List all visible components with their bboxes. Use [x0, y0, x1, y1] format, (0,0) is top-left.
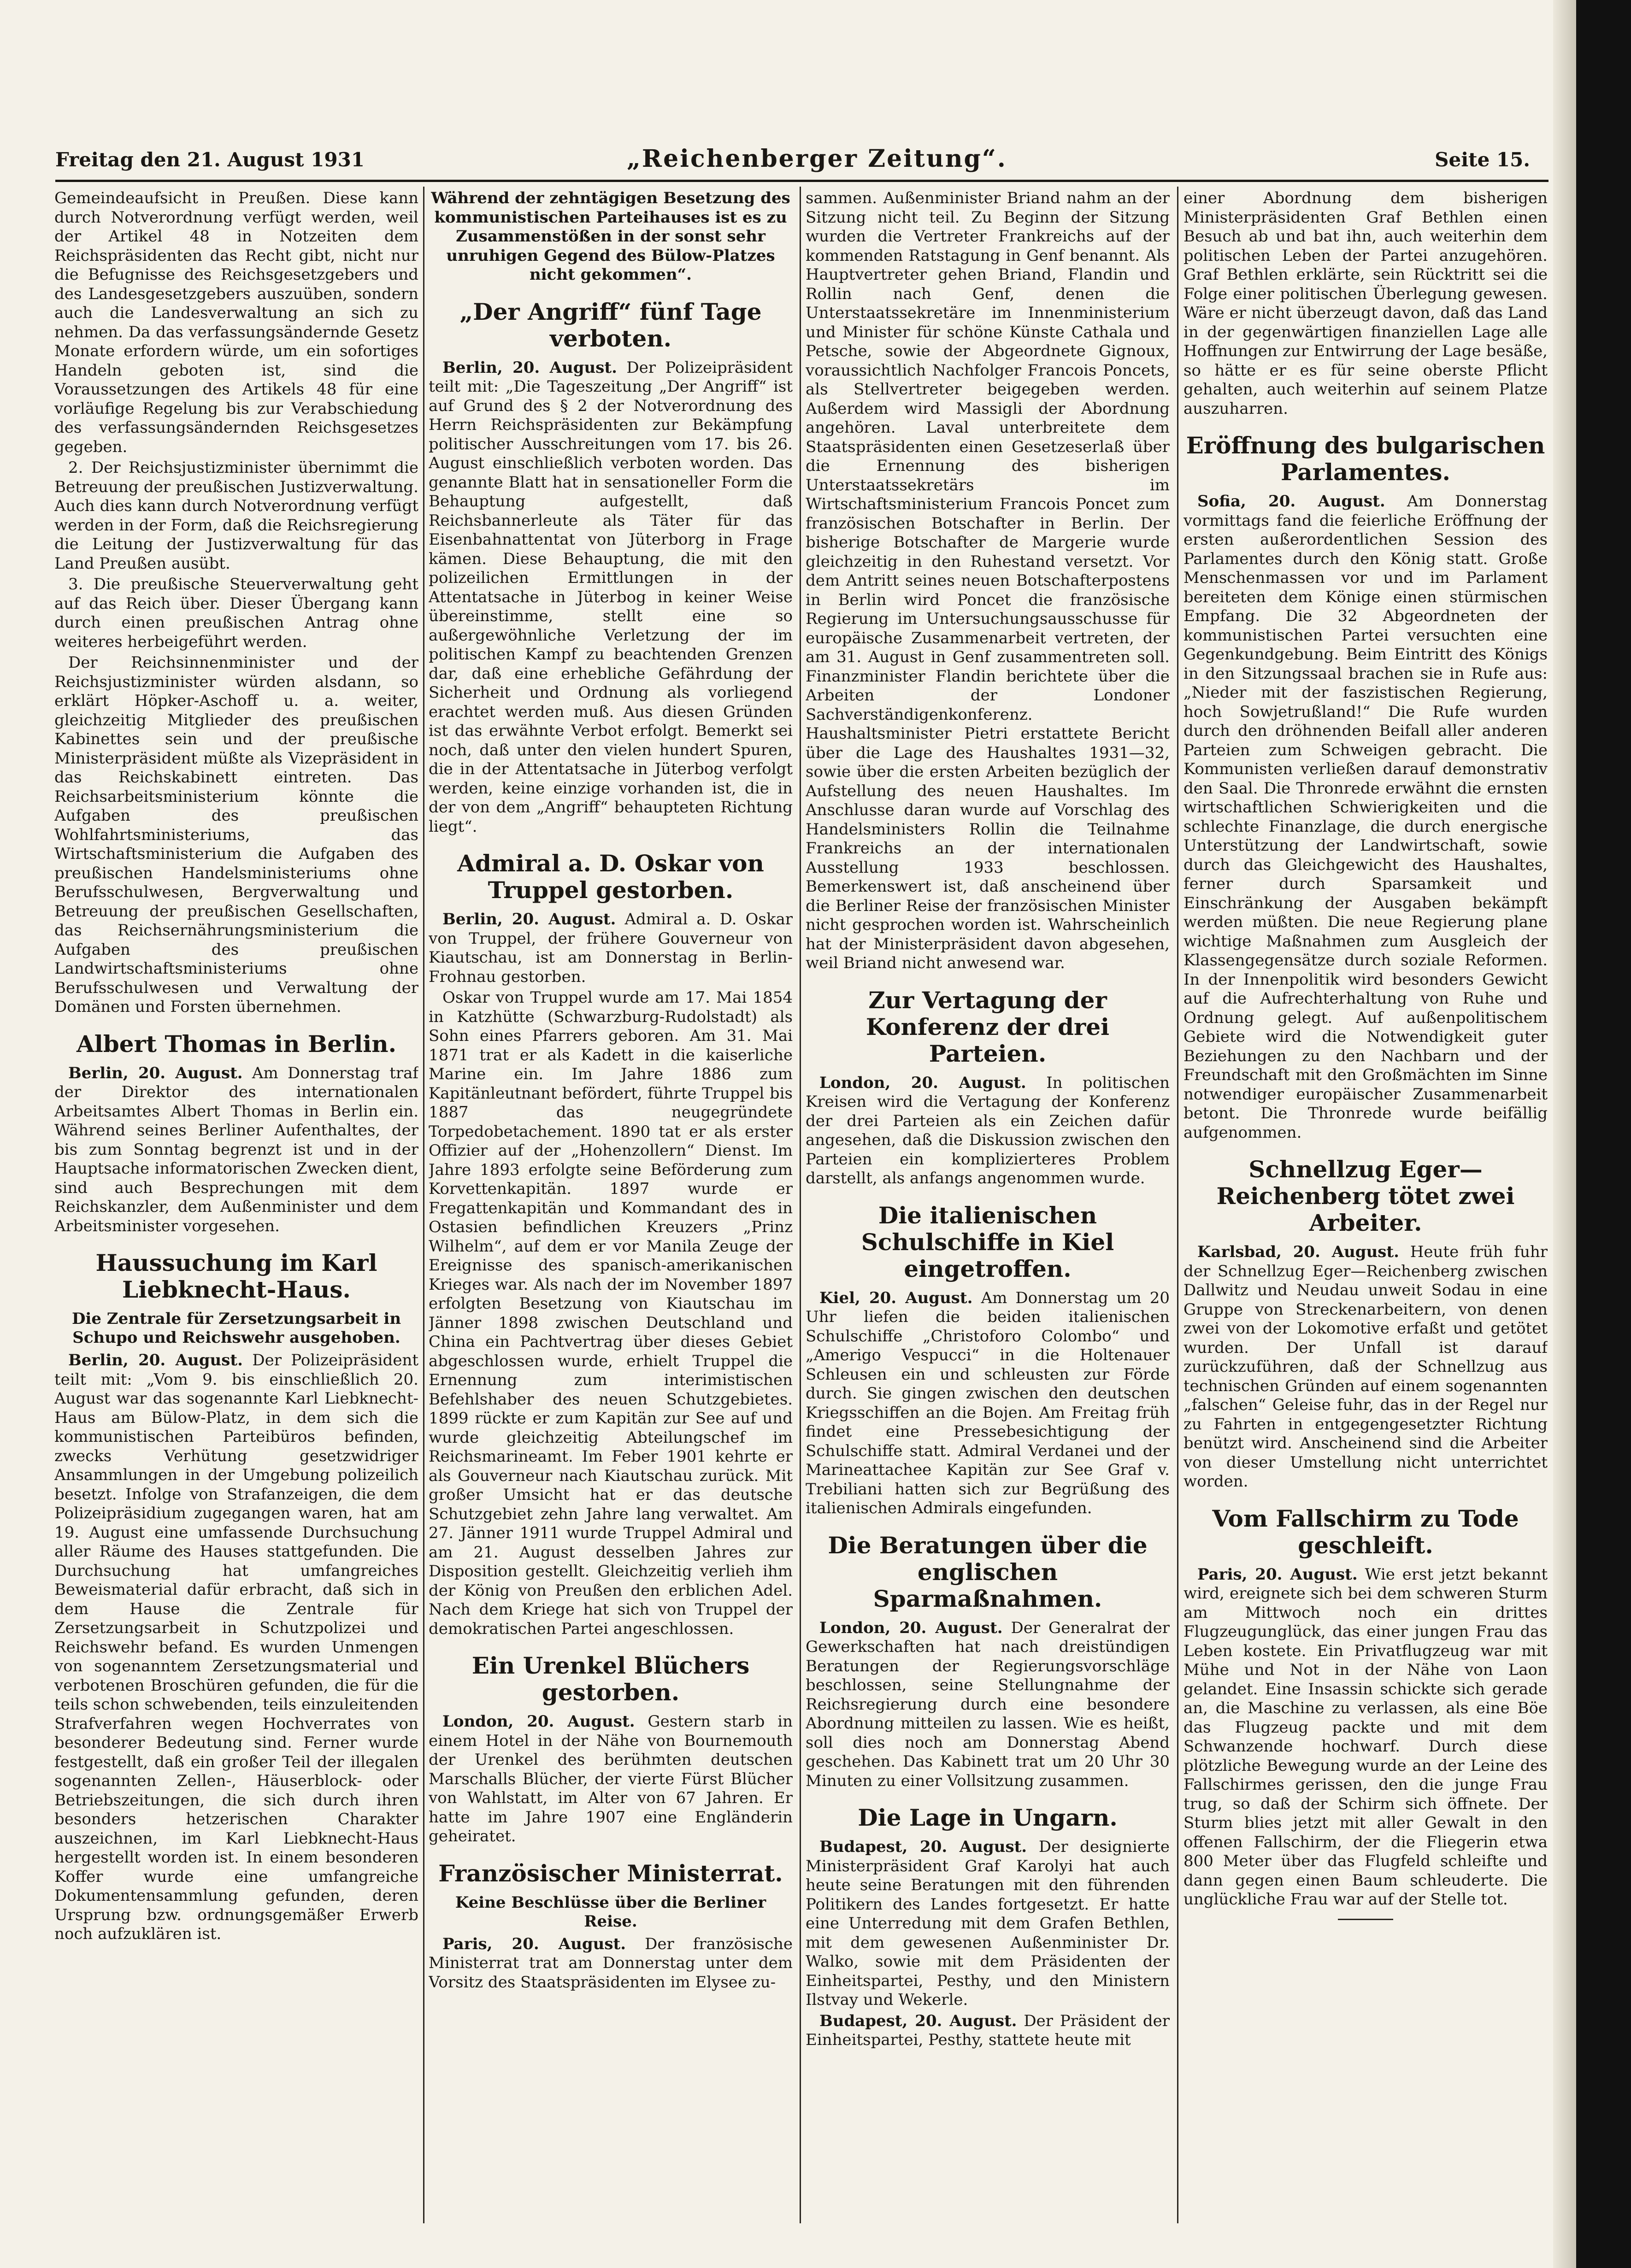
article-text: Am Donnerstag traf der Direktor des internationalen Arbeitsamtes Albert Thomas in Berlin ein. Während seines Berliner Aufenthaltes, der bis zum Sonntag begrenzt ist und in der Hauptsache informatorischen Zwecken dient, sind auch Besprechungen mit dem Reichskanzler, dem Außenminister und dem Arbeitsminister vorgesehen. [54, 1063, 418, 1235]
page-margin-shadow [1553, 0, 1576, 2268]
continued-text: Während der zehntägigen Besetzung des kommunistischen Parteihauses ist es zu Zusammenstößen in der sonst sehr unruhigen Gegend des Bülow-Platzes nicht gekommen“. [431, 189, 790, 284]
article-text: In politischen Kreisen wird die Vertagung der Konferenz der drei Parteien als ein Zeichen dafür angesehen, daß die Diskussion zwischen den Parteien ein komplizierteres Problem darstellt, als anfangs angenommen wurde. [806, 1073, 1170, 1187]
masthead-rule [55, 180, 1549, 182]
article-headline: Albert Thomas in Berlin. [76, 1030, 397, 1058]
article-subheadline: Die Zentrale für Zersetzungsarbeit in Schupo und Reichswehr ausgehoben. [71, 1310, 401, 1347]
article-headline: „Der Angriff“ fünf Tage verboten. [459, 298, 762, 352]
paragraph: 3. Die preußische Steuerverwaltung geht auf das Reich über. Dieser Übergang kann durch einen preußischen Antrag ohne weiteres herbeigeführt werden. [54, 575, 418, 651]
article-body [429, 1712, 793, 1846]
article-headline: Ein Urenkel Blüchers gestorben. [471, 1652, 750, 1706]
dateline: Budapest, 20. August. [819, 2011, 1017, 2030]
article-body [806, 1619, 1170, 1791]
masthead [55, 143, 1549, 175]
column-3 [806, 189, 1170, 2226]
column-4 [1184, 189, 1548, 2226]
dateline: Berlin, 20. August. [68, 1063, 243, 1082]
scan-border [1576, 0, 1631, 2268]
article-text: Wie erst jetzt bekannt wird, ereignete sich bei dem schweren Sturm am Mittwoch noch ein drittes Flugzeugunglück, das einer jungen Frau das Leben kostete. Ein Privatflugzeug war mit Mühe und Not in der Nähe von Laon gelandet. Eine Insassin schickte sich gerade an, die Maschine zu verlassen, als eine Böe das Flugzeug packte und mit dem Schwanzende hochwarf. Durch diese plötzliche Bewegung wurde an der Leine des Fallschirmes gerissen, den die junge Frau trug, so daß der Schirm sich öffnete. Der Sturm blies jetzt mit aller Gewalt in den offenen Fallschirm, der die Fliegerin etwa 800 Meter über das Flugfeld schleifte und dann gegen einen Baum schleuderte. Die unglückliche Frau war auf der Stelle tot. [1184, 1565, 1548, 1909]
article-headline: Eröffnung des bulgarischen Parlamentes. [1186, 432, 1545, 486]
article-body [806, 1289, 1170, 1518]
article-text: Der designierte Ministerpräsident Graf Karolyi hat auch heute seine Beratungen mit den führenden Politikern des Landes fortgesetzt. Er hatte eine Unterredung mit dem Grafen Bethlen, mit dem gewesenen Außenminister Dr. Walko, sowie mit dem Präsidenten der Einheitspartei, Pesthy, und den Ministern Ilstvay und Wekerle. [806, 1838, 1170, 2009]
article-text: Der Polizeipräsident teilt mit: „Die Tageszeitung „Der Angriff“ ist auf Grund des § 2 der Notverordnung des Herrn Reichspräsidenten zur Bekämpfung politischer Ausschreitungen vom 17. bis 26. August einschließlich verboten worden. Das genannte Blatt hat in sensationeller Form die Behauptung aufgestellt, daß Reichsbannerleute als Täter für das Eisenbahnattentat von Jüterborg in Frage kämen. Diese Behauptung, die mit den polizeilichen Ermittlungen in der Attentatsache in Jüterbog in keiner Weise übereinstimme, stellt eine so außergewöhnliche Verletzung der im politischen Kampf zu beachtenden Grenzen dar, daß eine erhebliche Gefährdung der Sicherheit und Ordnung als vorliegend erachtet werden muß. Aus diesen Gründen ist das erwähnte Verbot erfolgt. Bemerkt sei noch, daß unter den vielen hundert Spuren, die in der Attentatsache in Jüterbog verfolgt werden, keine einzige vorhanden ist, die in der von dem „Angriff“ behaupteten Richtung liegt“. [429, 358, 793, 836]
dateline: Berlin, 20. August. [442, 910, 616, 928]
column-divider [423, 187, 424, 2223]
article-body: Oskar von Truppel wurde am 17. Mai 1854 in Katzhütte (Schwarzburg-Rudolstadt) als Sohn eines Pfarrers geboren. Am 31. Mai 1871 trat er als Kadett in die kaiserliche Marine ein. Im Jahre 1886 zum Kapitänleutnant befördert, führte Truppel bis 1887 das neugegründete Torpedobetachement. 1890 tat er als erster Offizier auf der „Hohenzollern“ Dienst. Im Jahre 1893 erfolgte seine Beförderung zum Korvettenkapitän. 1897 wurde er Fregattenkapitän und Kommandant des in Ostasien befindlichen Kreuzers „Prinz Wilhelm“, auf dem er vor Manila Zeuge der Ereignisse des spanisch-amerikanischen Krieges war. Als nach der im November 1897 erfolgten Besetzung von Kiautschau im Jänner 1898 zwischen Deutschland und China ein Pachtvertrag über dieses Gebiet abgeschlossen wurde, erhielt Truppel die Ernennung zum interimistischen Befehlshaber des neuen Schutzgebietes. 1899 rückte er zum Kapitän zur See auf und wurde gleichzeitig Abteilungschef im Reichsmarineamt. Im Feber 1901 kehrte er als Gouverneur nach Kiautschau zurück. Mit großer Umsicht hat er das deutsche Schutzgebiet zehn Jahre lang verwaltet. Am 27. Jänner 1911 wurde Truppel Admiral und am 21. August desselben Jahres zur Disposition gestellt. Gleichzeitig verlieh ihm der König von Preußen den erblichen Adel. Nach dem Kriege hat sich von Truppel der demokratischen Partei angeschlossen. [429, 988, 793, 1638]
dateline: Berlin, 20. August. [442, 358, 617, 377]
article-headline: Haussuchung im Karl Liebknecht-Haus. [95, 1249, 377, 1303]
article-text: Gestern starb in einem Hotel in der Nähe von Bournemouth der Urenkel des berühmten deutschen Marschalls Blücher, der vierte Fürst Blücher von Wahlstatt, im Alter von 67 Jahren. Er hatte im Jahre 1907 eine Engländerin geheiratet. [429, 1712, 793, 1845]
dateline: London, 20. August. [819, 1618, 1003, 1637]
article-body [54, 1351, 418, 1944]
article-body [806, 1838, 1170, 2010]
dateline: Sofia, 20. August. [1197, 492, 1385, 511]
continued-text: sammen. Außenminister Briand nahm an der Sitzung nicht teil. Zu Beginn der Sitzung wurden die Vertreter Frankreichs auf der kommenden Ratstagung in Genf benannt. Als Hauptvertreter gehen Briand, Flandin und Rollin nach Genf, denen die Unterstaatssekretäre im Innenministerium und Minister für schöne Künste Cathala und Petsche, sowie der Abgeordnete Gignoux, voraussichtlich Nachfolger Francois Poncets, als Stellvertreter beigegeben werden. Außerdem wird Massigli der Abordnung angehören. Laval unterbreitete dem Staatspräsidenten einen Gesetzeserlaß über die Ernennung des bisherigen Unterstaatssekretärs im Wirtschaftsministerium Francois Poncet zum französischen Botschafter in Berlin. Der bisherige Botschafter de Margerie wurde gleichzeitig in den Ruhestand versetzt. Vor dem Antritt seines neuen Botschafterpostens in Berlin wird Poncet die französische Regierung im Untersuchungsausschusse für europäische Zusammenarbeit vertreten, der am 31. August in Genf zusammentreten soll. Finanzminister Flandin berichtete über die Arbeiten der Londoner Sachverständigenkonferenz. Haushaltsminister Pietri erstattete Bericht über die Lage des Haushaltes 1931—32, sowie über die ersten Arbeiten bezüglich der Aufstellung des neuen Haushaltes. Im Anschlusse daran wurde auf Vorschlag des Handelsministers Rollin die Teilnahme Frankreichs an der internationalen Ausstellung 1933 beschlossen. Bemerkenswert ist, daß anscheinend über die Berliner Reise der französischen Minister nicht gesprochen worden ist. Wahrscheinlich hat der Ministerpräsident davon abgesehen, weil Briand nicht anwesend war. [806, 189, 1170, 972]
article-headline: Zur Vertagung der Konferenz der drei Parteien. [866, 986, 1110, 1067]
article-headline: Admiral a. D. Oskar von Truppel gestorben. [457, 850, 764, 904]
article-headline: Die Beratungen über die englischen Sparmaßnahmen. [828, 1531, 1148, 1612]
newspaper-title: „Reichenberger Zeitung“. [627, 145, 1007, 173]
article-text: Admiral a. D. Oskar von Truppel, der frühere Gouverneur von Kiautschau, ist am Donnerstag in Berlin-Frohnau gestorben. [429, 910, 793, 986]
dateline: Karlsbad, 20. August. [1197, 1243, 1399, 1261]
dateline: Paris, 20. August. [442, 1934, 626, 1953]
article-body [54, 1064, 418, 1236]
dateline: London, 20. August. [819, 1073, 1026, 1092]
article-headline: Die italienischen Schulschiffe in Kiel eingetroffen. [861, 1201, 1114, 1282]
dateline: Paris, 20. August. [1197, 1565, 1358, 1584]
dateline: Kiel, 20. August. [819, 1288, 973, 1307]
article-headline: Die Lage in Ungarn. [858, 1804, 1118, 1831]
paragraph: Der Reichsinnenminister und der Reichsjustizminister würden alsdann, so erklärt Höpker-Aschoff u. a. weiter, gleichzeitig Mitglieder des preußischen Kabinettes sein und der preußische Ministerpräsident müßte als Vizepräsident in das Reichskabinett eintreten. Das Reichsarbeitsministerium könnte die Aufgaben des preußischen Wohlfahrtsministeriums, das Wirtschaftsministerium die Aufgaben des preußischen Handelsministeriums ohne Berufsschulwesen, Bergverwaltung und Betreuung der preußischen Gesellschaften, das Reichsernährungsministerium die Aufgaben des preußischen Landwirtschaftsministeriums ohne Berufsschulwesen und Verwaltung der Domänen und Forsten übernehmen. [54, 653, 418, 1016]
continued-text: einer Abordnung dem bisherigen Ministerpräsidenten Graf Bethlen einen Besuch ab und bat ihn, auch weiterhin dem politischen Leben der Partei anzugehören. Graf Bethlen erklärte, sein Rücktritt sei die Folge einer politischen Überlegung gewesen. Wäre er nicht überzeugt davon, daß das Land in der gegenwärtigen finanziellen Lage alle Hoffnungen zur Entwirrung der Lage besäße, so hätte er es für seine oberste Pflicht gehalten, auch weiterhin auf seinem Platze auszuharren. [1184, 189, 1548, 418]
article-body [1184, 492, 1548, 1142]
dateline: London, 20. August. [442, 1712, 635, 1731]
column-2 [429, 189, 793, 2226]
article-body [1184, 1565, 1548, 1910]
article-body [429, 910, 793, 987]
end-rule [1338, 1919, 1393, 1920]
paragraph: Gemeindeaufsicht in Preußen. Diese kann durch Notverordnung verfügt werden, weil der Artikel 48 in Notzeiten dem Reichspräsidenten das Recht gibt, nicht nur die Befugnisse des Reichsgesetzgebers und des Landesgesetzgebers auszuüben, sondern auch die Landesverwaltung an sich zu nehmen. Da das verfassungsändernde Gesetz Monate erfordern würde, um ein sofortiges Handeln geboten ist, sind die Voraussetzungen des Artikels 48 für eine vorläufige Regelung bis zur Verabschiedung des verfassungsändernden Reichsgesetzes gegeben. [54, 189, 418, 456]
paragraph: 2. Der Reichsjustizminister übernimmt die Betreuung der preußischen Justizverwaltung. Auch dies kann durch Notverordnung verfügt werden in der Form, daß die Reichsregierung die Leitung der Justizverwaltung für das Land Preußen ausübt. [54, 458, 418, 573]
article-headline: Schnellzug Eger—Reichenberg tötet zwei Arbeiter. [1216, 1156, 1515, 1236]
page-number: Seite 15. [1435, 148, 1530, 171]
dateline: Berlin, 20. August. [68, 1351, 243, 1369]
column-divider [1177, 187, 1178, 2223]
article-body [429, 358, 793, 837]
column-1 [54, 189, 418, 2226]
article-headline: Französischer Ministerrat. [438, 1859, 783, 1887]
article-text: Am Donnerstag vormittags fand die feierliche Eröffnung der ersten außerordentlichen Session des Parlamentes durch den König statt. Große Menschenmassen vor und im Parlament bereiteten dem Könige einen stürmischen Empfang. Die 32 Abgeordneten der kommunistischen Partei versuchten eine Gegenkundgebung. Beim Eintritt des Königs in den Sitzungssaal brachen sie in Rufe aus: „Nieder mit der faszistischen Regierung, hoch Sowjetrußland!“ Die Rufe wurden durch den dröhnenden Beifall aller anderen Parteien zum Schweigen gebracht. Die Kommunisten verließen darauf demonstrativ den Saal. Die Thronrede erwähnt die ernsten wirtschaftlichen Schwierigkeiten und die schlechte Finanzlage, die durch energische Unterstützung der Landwirtschaft, sowie durch das Gleichgewicht des Haushaltes, ferner durch Sparsamkeit und Einschränkung der Ausgaben bekämpft werden müßten. Die neue Regierung plane wichtige Maßnahmen zum Ausgleich der Klassengegensätze durch soziale Reformen. In der Innenpolitik wird besonders Gewicht auf die Aufrechterhaltung von Ruhe und Ordnung gelegt. Auf außenpolitischem Gebiete wird die Notwendigkeit guter Beziehungen zu den Nachbarn und der Freundschaft mit den Großmächten im Sinne notwendiger europäischer Zusammenarbeit betont. Die Thronrede wurde beifällig aufgenommen. [1184, 492, 1548, 1142]
article-body [1184, 1243, 1548, 1492]
article-text: Heute früh fuhr der Schnellzug Eger—Reichenberg zwischen Dallwitz und Neudau unweit Sodau in eine Gruppe von Streckenarbeitern, von denen zwei von der Lokomotive erfaßt und getötet wurden. Der Unfall ist darauf zurückzuführen, daß der Schnellzug aus technischen Gründen auf einem sogenannten „falschen“ Geleise fuhr, das in der Regel nur zu Fahrten in entgegengesetzter Richtung benützt wird. Anscheinend sind die Arbeiter von dieser Umstellung nicht unterrichtet worden. [1184, 1243, 1548, 1491]
article-text: Der Generalrat der Gewerkschaften hat nach dreistündigen Beratungen der Regierungsvorschläge beschlossen, seine Stellungnahme der Reichsregierung durch eine besondere Abordnung mitteilen zu lassen. Wie es heißt, soll dies noch am Donnerstag Abend geschehen. Das Kabinett trat um 20 Uhr 30 Minuten zu einer Vollsitzung zusammen. [806, 1618, 1170, 1790]
dateline: Budapest, 20. August. [819, 1838, 1027, 1856]
article-body [429, 1935, 793, 1992]
article-body [806, 2012, 1170, 2050]
article-text: Der Polizeipräsident teilt mit: „Vom 9. bis einschließlich 20. August war das sogenannte Karl Liebknecht-Haus am Bülow-Platz, in dem sich die kommunistischen Parteibüros befinden, zwecks Verhütung gesetzwidriger Ansammlungen in der Umgebung polizeilich besetzt. Infolge von Strafanzeigen, die dem Polizeipräsidium zugegangen waren, hat am 19. August eine umfassende Durchsuchung aller Räume des Hauses stattgefunden. Die Durchsuchung hat umfangreiches Beweismaterial dafür erbracht, daß sich in dem Hause die Zentrale für Zersetzungsarbeit in Schutzpolizei und Reichswehr befand. Es wurden Unmengen von sogenanntem Zersetzungsmaterial und verbotenen Broschüren gefunden, die für die teils schon schwebenden, teils einzuleitenden Strafverfahren wegen Hochverrates von besonderer Bedeutung sind. Ferner wurde festgestellt, daß ein großer Teil der illegalen sogenannten Zellen-, Häuserblock- oder Betriebszeitungen, die sich durch ihren besonders hetzerischen Charakter auszeichnen, im Karl Liebknecht-Haus hergestellt worden ist. In einem besonderen Koffer wurde eine umfangreiche Dokumentensammlung gefunden, deren Ursprung bzw. ordnungsgemäßer Erwerb noch aufzuklären ist. [54, 1351, 418, 1943]
article-subheadline: Keine Beschlüsse über die Berliner Reise. [455, 1893, 766, 1931]
article-text: Der französische Ministerrat trat am Donnerstag unter dem Vorsitz des Staatspräsidenten im Elysee zu- [429, 1934, 793, 1992]
article-headline: Vom Fallschirm zu Tode geschleift. [1212, 1504, 1519, 1559]
article-body [806, 1074, 1170, 1188]
column-divider [800, 187, 801, 2223]
article-text: Der Präsident der Einheitspartei, Pesthy, stattete heute mit [806, 2011, 1170, 2049]
article-text: Am Donnerstag um 20 Uhr liefen die beiden italienischen Schulschiffe „Christoforo Colombo“ und „Amerigo Vespucci“ in die Holtenauer Schleusen ein und schleusten zur Förde durch. Sie gingen zwischen den deutschen Kriegsschiffen an die Bojen. Am Freitag früh findet eine Pressebesichtigung der Schulschiffe statt. Admiral Verdanei und der Marineattachee Kapitän zur See Graf v. Trebiliani hatten sich zur Begrüßung des italienischen Admirals eingefunden. [806, 1288, 1170, 1517]
issue-date: Freitag den 21. August 1931 [55, 148, 365, 171]
